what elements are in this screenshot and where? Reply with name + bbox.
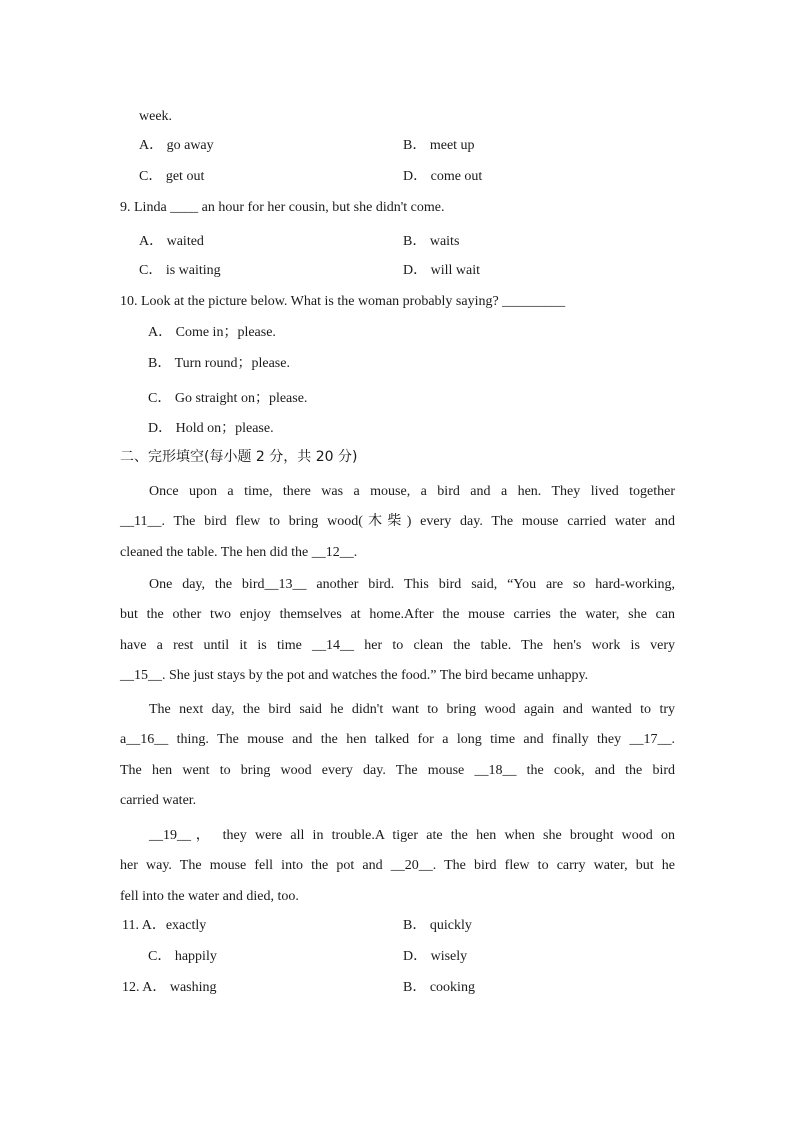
cloze-paragraph-3 <box>120 701 675 822</box>
q11-option-a[interactable]: 11. A．exactly <box>122 918 207 933</box>
paragraph-line: Once upon a time, there was a mouse, a bird and a hen. They lived together <box>149 484 675 499</box>
q11-option-d[interactable]: D． wisely <box>403 949 468 964</box>
paragraph-line: fell into the water and died, too. <box>120 888 299 904</box>
q10-option-d[interactable]: D． Hold on；please. <box>148 421 274 436</box>
paragraph-line: __19__， they were all in trouble.A tiger ate the hen when she brought wood on <box>149 828 675 843</box>
paragraph-line: cleaned the table. The hen did the __12__. <box>120 544 358 560</box>
paragraph-line: __15__. She just stays by the pot and watches the food.” The bird became unhappy. <box>120 667 589 683</box>
cloze-paragraph-2 <box>120 576 675 697</box>
paragraph-line: her way. The mouse fell into the pot and __20__. The bird flew to carry water, but he <box>120 858 675 874</box>
q10-option-c[interactable]: C． Go straight on；please. <box>148 391 308 406</box>
q12-option-a[interactable]: 12. A． washing <box>122 980 217 995</box>
q8-stem-tail: week. <box>139 109 173 124</box>
paragraph-line: a__16__ thing. The mouse and the hen talked for a long time and finally they __17__. <box>120 732 675 748</box>
paragraph-line: have a rest until it is time __14__ her to clean the table. The hen's work is very <box>120 637 675 653</box>
paragraph-line: but the other two enjoy themselves at home.After the mouse carries the water, she can <box>120 607 675 623</box>
paragraph-line: carried water. <box>120 792 197 808</box>
q9-stem: 9. Linda ____ an hour for her cousin, but she didn't come. <box>120 200 445 215</box>
q12-option-b[interactable]: B． cooking <box>403 980 475 995</box>
q9-option-d[interactable]: D． will wait <box>403 263 480 278</box>
q8-option-d[interactable]: D． come out <box>403 169 483 184</box>
paragraph-line: The next day, the bird said he didn't want to bring wood again and wanted to try <box>149 702 675 717</box>
q11-option-c[interactable]: C． happily <box>148 949 217 964</box>
cloze-paragraph-1 <box>120 483 675 574</box>
paragraph-line: The hen went to bring wood every day. The mouse __18__ the cook, and the bird <box>120 762 675 778</box>
paragraph-line: __11__. The bird flew to bring wood(木柴) every day. The mouse carried water and <box>120 514 675 530</box>
q10-stem: 10. Look at the picture below. What is the woman probably saying? _________ <box>120 294 566 309</box>
q8-option-c[interactable]: C． get out <box>139 169 205 184</box>
q8-option-a[interactable]: A． go away <box>139 138 214 153</box>
q10-option-a[interactable]: A． Come in；please. <box>148 325 276 340</box>
paragraph-line: One day, the bird__13__ another bird. This bird said, “You are so hard-working, <box>149 577 675 592</box>
q9-option-a[interactable]: A． waited <box>139 234 204 249</box>
q8-option-b[interactable]: B． meet up <box>403 138 475 153</box>
q11-option-b[interactable]: B． quickly <box>403 918 472 933</box>
section-heading-cloze: 二、完形填空(每小题 2 分，共 20 分) <box>120 449 358 465</box>
q9-option-b[interactable]: B． waits <box>403 234 460 249</box>
cloze-paragraph-4 <box>120 827 675 918</box>
q10-option-b[interactable]: B． Turn round；please. <box>148 356 290 371</box>
q9-option-c[interactable]: C． is waiting <box>139 263 221 278</box>
